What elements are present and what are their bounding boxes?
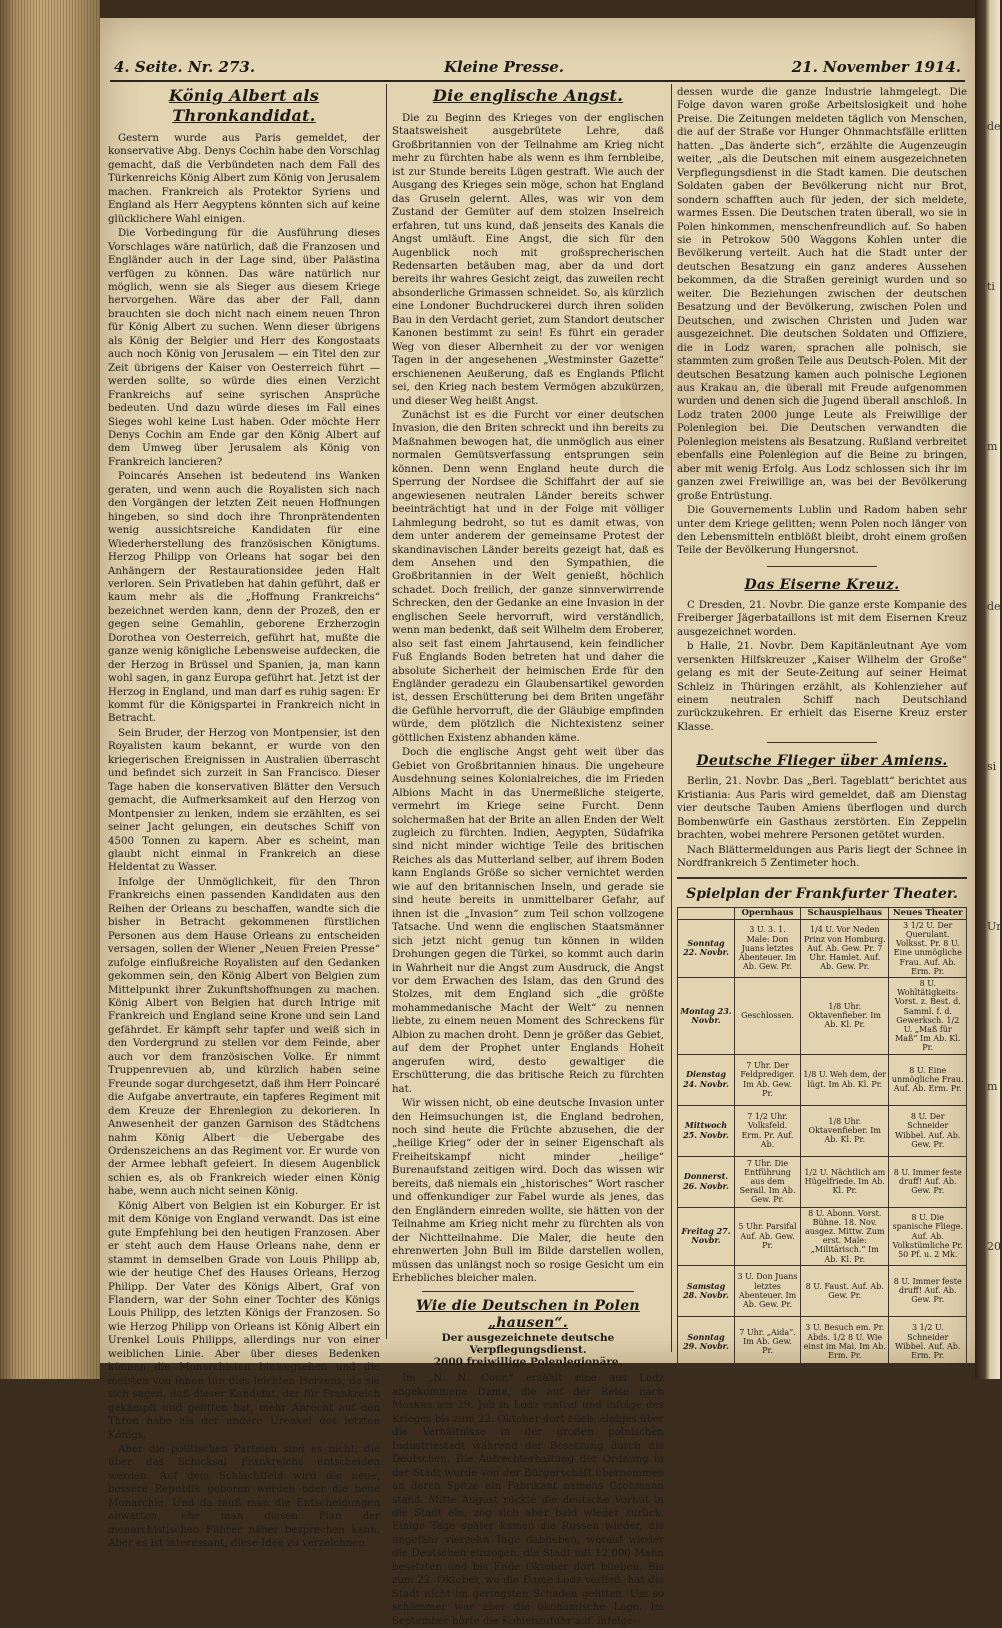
- article-paragraph: Nach Blättermeldungen aus Paris liegt der Schnee in Nordfrankreich 5 Zentimeter hoch.: [677, 844, 967, 870]
- table-header-cell: [678, 907, 735, 919]
- schedule-day-cell: Donnerst. 26. Novbr.: [678, 1156, 735, 1207]
- schedule-play-cell: 7 1/2 Uhr. Volksfeld. Erm. Pr. Auf. Ab.: [735, 1105, 801, 1156]
- article-headline: König Albert als Thronkandidat.: [168, 86, 320, 125]
- table-row: [678, 1265, 967, 1316]
- article-paragraph: Doch die englische Angst geht weit über das Gebiet von Großbritannien hinaus. Die ungeheure Ausdehnung seines Kolonialreiches, die im Frieden Albions Macht in das Unermeßliche steigerte, vermehrt im Kriege seine Furcht. Denn solchermaßen hat der Brite an allen Enden der Welt zugleich zu fürchten. Indien, Aegypten, Südafrika sind nicht minder wichtige Teile des britischen Reiches als das Mutterland selber, auf ihrem Boden kann Englands Größe so sicher vernichtet werden wie auf den britannischen Inseln, und gerade sie sind heute bereits in unmittelbarer Gefahr, auf ihnen ist die „Invasion“ zum Teil schon vollzogene Tatsache. Und wenn die englischen Staatsmänner sich jetzt nicht genug tun können in wilden Drohungen gegen die Türkei, so kommt auch darin in Wahrheit nur die Angst zum Ausdruck, die Angst vor dem Erwachen des Islam, das den Grund des Stolzes, mit dem England sich „die größte mohammedanische Macht der Welt“ zu nennen liebte, zu einem neuen Moment des Schreckens für Albion zu machen droht. Denn je größer das Gebiet, auf dem der Prophet unter Englands Hoheit angerufen wird, desto gewaltiger die Erschütterung, die das britische Reich zu fürchten hat.: [392, 747, 664, 1095]
- theater-schedule-table: [677, 907, 967, 1368]
- column-2: [392, 86, 664, 1627]
- schedule-play-cell: 3 1/2 U. Schneider Wibbel. Auf. Ab. Erm. Pr.: [889, 1316, 967, 1367]
- schedule-play-cell: 3 1/2 U. Der Querulant. Volksst. Pr. 8 U. Eine unmögliche Frau. Auf. Ab. Erm. Pr.: [889, 919, 967, 977]
- edge-text-fragment: si: [987, 760, 997, 773]
- table-row: [678, 919, 967, 977]
- header-rule: [110, 80, 965, 82]
- article-paragraph: Wir wissen nicht, ob eine deutsche Invasion unter den Heimsuchungen ist, die England bedrohen, noch sind heute die Früchte abzusehen, die der „heilige Krieg“ oder der in seiner Eigenschaft als Freiheitskampf nicht minder „heilige“ Burenaufstand zeitigen wird. Doch das wissen wir bereits, daß niemals ein „historisches“ Wort rascher und offenkundiger zur Fabel wurde als jenes, das den Engländern einreden wollte, sie hätten von der Teilnahme am Krieg nicht mehr zu fürchten als von der Nichtteilnahme. Die Maler, die heute den ehrenwerten John Bull im Bilde darstellen wollen, müssen das unlängst noch so rosige Gesicht um ein Erhebliches bleicher malen.: [392, 1098, 664, 1284]
- column-divider: [386, 84, 387, 1339]
- edge-text-fragment: de: [987, 600, 1001, 613]
- masthead: Kleine Presse.: [444, 58, 565, 76]
- article-headline: Deutsche Flieger über Amiens.: [696, 753, 948, 770]
- schedule-play-cell: 1/2 U. Nächtlich am Hügelfriede. Im Ab. Kl. Pr.: [801, 1156, 889, 1207]
- article-paragraph: Poincarés Ansehen ist bedeutend ins Wanken geraten, und wenn auch die Royalisten sich nach den Vorgängen der letzten Zeit neuen Hoffnungen hingeben, so sind doch ihre Thronprätendenten wenig aussichtsreiche Kandidaten für eine Wiederherstellung des französischen Königtums. Herzog Philipp von Orleans hat sogar bei den Anhängern der Restaurationsidee jeden Halt verloren. Sein Privatleben hat dahin geführt, daß er kaum mehr als die „Hoffnung Frankreichs“ bezeichnet werden kann, denn der Prozeß, den er gegen seine Gemahlin, geborene Erzherzogin Dorothea von Oesterreich, geführt hat, mußte die ganze wenig königliche Lebensweise aufdecken, die der Herzog in Brüssel und Spanien, ja, man kann wohl sagen, in ganz Europa geführt hat. Jetzt ist der Herzog in England, und man darf es ruhig sagen: Er kommt für die Königspartei in Frankreich nicht in Betracht.: [108, 471, 380, 725]
- schedule-play-cell: Geschlossen.: [735, 977, 801, 1054]
- newspaper-page: [100, 18, 975, 1627]
- article-paragraph: Zunächst ist es die Furcht vor einer deutschen Invasion, die den Briten schreckt und ihn bereits zu Maßnahmen bewogen hat, die unmöglich aus einer normalen Gemütsverfassung entsprungen sein können. Denn wenn England heute durch die Sperrung der Nordsee die Schiffahrt der auf sie angewiesenen neutralen Länder bereits schwer beeinträchtigt hat und in der Folge mit völliger Lahmlegung bedroht, so tut es damit etwas, von dem unter anderem der gemeinsame Protest der skandinavischen Länder bereits gezeigt hat, daß es dem Ansehen und den Sympathien, die Großbritannien in der Welt genießt, höchlich schadet. Doch freilich, der ganze sinnverwirrende Schrecken, den der Gedanke an eine Invasion in der englischen Seele hervorruft, wird verständlich, wenn man bedenkt, daß seit Wilhelm dem Eroberer, also seit fast einem Jahrtausend, kein feindlicher Fuß Englands Boden betreten hat und daher die absolute Sicherheit der heimischen Erde für den Engländer geradezu ein Glaubensartikel geworden ist, dessen Erschütterung bei dem Briten ungefähr die Gefühle hervorruft, die der Gläubige empfinden würde, dem plötzlich die Nichtexistenz seiner göttlichen Existenz abhanden käme.: [392, 409, 664, 744]
- article-paragraph: b Halle, 21. Novbr. Dem Kapitänleutnant Aye vom versenkten Hilfskreuzer „Kaiser Wilhelm der Große“ gelang es mit der Seute-Zeitung auf seiner Heimat Schleiz in Thüringen erzählt, als Kohlenzieher auf einem neutralen Schiff nach Deutschland zurückzukehren. Er erhielt das Eiserne Kreuz erster Klasse.: [677, 641, 967, 733]
- schedule-play-cell: 7 Uhr. „Aida“. Im Ab. Gew. Pr.: [735, 1316, 801, 1367]
- table-row: [678, 1105, 967, 1156]
- schedule-day-cell: Sonntag 29. Novbr.: [678, 1316, 735, 1367]
- article-paragraph: Die Gouvernements Lublin und Radom haben sehr unter dem Kriege gelitten; wenn Polen noch länger von den Lebensmitteln entblößt bleibt, droht einem großen Teile der Bevölkerung Hungersnot.: [677, 505, 967, 557]
- table-header-cell: Neues Theater: [889, 907, 967, 919]
- schedule-play-cell: 8 U. Der Schneider Wibbel. Auf. Ab. Gew. Pr.: [889, 1105, 967, 1156]
- edge-text-fragment: m: [987, 1080, 998, 1093]
- schedule-play-cell: 5 Uhr. Parsifal Auf. Ab. Gew. Pr.: [735, 1207, 801, 1265]
- schedule-play-cell: 1/4 U. Vor Neden Prinz von Homburg. Auf. Ab. Gew. Pr. 7 Uhr. Hamlet. Auf. Ab. Gew. Pr.: [801, 919, 889, 977]
- schedule-play-cell: 8 U. Faust. Auf. Ab. Gew. Pr.: [801, 1265, 889, 1316]
- page-header: [114, 58, 961, 80]
- schedule-day-cell: Sonntag 22. Novbr.: [678, 919, 735, 977]
- table-row: [678, 1316, 967, 1367]
- table-header-cell: Opernhaus: [735, 907, 801, 919]
- schedule-play-cell: 1/8 U. Weh dem, der lügt. Im Ab. Kl. Pr.: [801, 1054, 889, 1105]
- column-divider: [671, 84, 672, 1352]
- schedule-day-cell: Montag 23. Novbr.: [678, 977, 735, 1054]
- schedule-play-cell: 1/8 Uhr. Oktavenfieber. Im Ab. Kl. Pr.: [801, 977, 889, 1054]
- edge-text-fragment: m: [987, 440, 998, 453]
- edge-text-fragment: Ur: [987, 920, 1002, 933]
- schedule-day-cell: Dienstag 24. Novbr.: [678, 1054, 735, 1105]
- edge-text-fragment: ti: [987, 280, 995, 293]
- article-paragraph: Im „N. N. Cour.“ erzählt eine aus Lodz angekommene Dame, die auf der Reise nach Moskau am 29. Juli in Lodz eintraf und infolge des Krieges bis zum 22. Oktober dort blieb, einiges über die Verhältnisse in der großen polnischen Industriestadt während der Besetzung durch die Deutschen. Die Aufrechterhaltung der Ordnung in der Stadt wurde von der Bürgerschaft übernommen an deren Spitze ein Fabrikant namens Grohmann stand. Mitte August rückte die deutsche Vorhut in die Stadt ein, zog sich aber bald wieder zurück. Einige Tage später kamen die Russen wieder, die ungefähr vierzehn Tage dablieben, worauf wieder die Deutschen einzogen, die Stadt mit 12.000 Mann besetzten und bis Ende Oktober dort blieben. Bis zum 22. Oktober, wo die Dame Lodz verließ, hat die Stadt nicht im geringsten Schaden gelitten. Um so schlimmer war aber die ökonomische Lage. Im September hörte die Kohlenzufuhr auf, infolge-: [392, 1373, 664, 1627]
- table-row: [678, 977, 967, 1054]
- article-paragraph: Sein Bruder, der Herzog von Montpensier, ist den Royalisten kaum bekannt, er wurde von den kriegerischen Ereignissen in Australien überrascht und befindet sich zurzeit in San Francisco. Dieser Tage haben die konservativen Blätter den Versuch gemacht, die Aufmerksamkeit auf den Herzog von Montpensier zu lenken, indem sie erzählten, es sei seiner Jacht gelungen, ein deutsches Schiff von 4500 Tonnen zu kapern. Aber es scheint, man glaubt nicht einmal in Frankreich an diese Heldentat zu Wasser.: [108, 727, 380, 874]
- page-number: 4. Seite. Nr. 273.: [114, 58, 256, 76]
- article-separator: [767, 742, 877, 743]
- article-paragraph: Die zu Beginn des Krieges von der englischen Staatsweisheit ausgebrütete Lehre, daß Großbritannien von der Teilnahme am Krieg nicht mehr zu fürchten habe als wenn es ihm fernbleibe, ist zur Stunde bereits Lügen gestraft. Wie auch der Ausgang des Krieges sein möge, schon hat England das Gruseln gelernt. Alles, was wir von dem Zustand der Gemüter auf dem stolzen Inselreich erfahren, tut uns kund, daß jenseits des Kanals die Angst umläuft. Eine Angst, die sich für den Augenblick noch mit großsprecherischen Redensarten betäuben mag, aber da und dort bereits ihr wahres Gesicht zeigt, das zuweilen recht absonderliche Grimassen schneidet. So, als kürzlich eine Londoner Buchdruckerei durch ihren soliden Bau in den Verdacht geriet, zum Standort deutscher Kanonen bestimmt zu sein! Es führt ein gerader Weg von dieser Albernheit zu der vor wenigen Tagen in der angesehenen „Westminster Gazette“ erschienenen Aeußerung, daß es Englands Pflicht sei, den Krieg nach bestem Vermögen abzukürzen, und dieser Weg heißt Angst.: [392, 113, 664, 407]
- article-paragraph: Berlin, 21. Novbr. Das „Berl. Tageblatt“ berichtet aus Kristiania: Aus Paris wird gemeldet, daß am Dienstag vier deutsche Tauben Amiens überflogen und durch Bombenwürfe ein Gasthaus zerstörten. Ein Zeppelin brachten, wobei mehrere Personen getötet wurden.: [677, 776, 967, 842]
- schedule-play-cell: 8 U. Eine unmögliche Frau. Auf. Ab. Erm. Pr.: [889, 1054, 967, 1105]
- book-binding: [0, 0, 100, 1379]
- article-paragraph: Gestern wurde aus Paris gemeldet, der konservative Abg. Denys Cochin habe den Vorschlag gemacht, daß die Verbündeten nach dem Fall des Türkenreichs König Albert zum König von Jerusalem machen. Frankreich als Protektor Syriens und England als Herr Aegyptens könnten sich auf keine glücklichere Wahl einigen.: [108, 133, 380, 225]
- schedule-day-cell: Mittwoch 25. Novbr.: [678, 1105, 735, 1156]
- table-row: [678, 1207, 967, 1265]
- schedule-day-cell: Freitag 27. Novbr.: [678, 1207, 735, 1265]
- section-rule: [677, 877, 967, 879]
- schedule-play-cell: 8 U. Immer feste druff! Auf. Ab. Gew. Pr.: [889, 1265, 967, 1316]
- schedule-play-cell: 8 U. Die spanische Fliege. Auf. Ab. Volkstümliche Pr. 50 Pf. u. 2 Mk.: [889, 1207, 967, 1265]
- table-header-cell: Schauspielhaus: [801, 907, 889, 919]
- schedule-play-cell: 8 U. Immer feste druff! Auf. Ab. Gew. Pr.: [889, 1156, 967, 1207]
- theater-schedule-title: Spielplan der Frankfurter Theater.: [686, 885, 958, 902]
- article-subheadline: Der ausgezeichnete deutsche Verpflegungsdienst.: [441, 1332, 615, 1357]
- article-subheadline: 2000 freiwillige Polenlegionäre.: [433, 1356, 623, 1369]
- column-1: [108, 86, 380, 1550]
- article-paragraph: Aber die politischen Parteien sind es nicht, die über das Schicksal Frankreichs entscheiden werden. Auf dem Schlachtfeld wird die neue, bessere Republik geboren werden oder die neue Monarchie. Und da muß man die Entscheidungen abwarten, ehe man diesen Plan der monarchistischen Führer näher besprechen kann. Aber es ist interessant, diese Idee zu verzeichnen.: [108, 1443, 380, 1550]
- schedule-play-cell: 3 U. Don Juans letztes Abenteuer. Im Ab. Gew. Pr.: [735, 1265, 801, 1316]
- article-paragraph: König Albert von Belgien ist ein Koburger. Er ist mit dem Könige von England verwandt. Das ist eine gute Empfehlung bei den heutigen Franzosen. Aber er steht auch dem Hause Orleans nahe, denn er stammt in demselben Grade von Louis Philipp ab, wie der heutige Chef des Hauses Orleans, Herzog Philipp. Der Vater des Königs Albert, Graf von Flandern, war der Sohn einer Tochter des Königs Louis Philipp, des letzten Königs der Franzosen. So wie Herzog Philipp von Orleans ist König Albert ein Urenkel Louis Philipps, allerdings nur von einer weiblichen Linie. Aber über dieses Bedenken können die Monarchisten hinwegsehen und die meisten von ihnen tun dies leichten Herzens, da sie sich sagen, daß dieser Kandidat, der für Frankreich gekämpft und gelitten hat, mehr Anrecht auf den Thron habe als der andere Urenkel des letzten Königs.: [108, 1200, 380, 1441]
- article-paragraph: C Dresden, 21. Novbr. Die ganze erste Kompanie des Freiberger Jägerbataillons ist mit dem Eisernen Kreuz ausgezeichnet worden.: [677, 599, 967, 638]
- article-headline: Das Eiserne Kreuz.: [744, 576, 900, 593]
- schedule-day-cell: Samstag 28. Novbr.: [678, 1265, 735, 1316]
- article-paragraph: dessen wurde die ganze Industrie lahmgelegt. Die Folge davon waren große Arbeitslosigkeit und hohe Preise. Die Zeitungen meldeten täglich von Menschen, die auf der Straße vor Hunger Ohnmachtsfälle erlitten hatten. „Das änderte sich“, erzählte die Augenzeugin weiter, „als die Deutschen mit einem ausgezeichneten Verpflegungsdienst in die Stadt kamen. Die deutschen Soldaten gaben der Bevölkerung nicht nur Brot, sondern schafften auch für jeden, der sich meldete, warmes Essen. Die Deutschen traten überall, wo sie in Polen hinkommen, menschenfreundlich auf. So haben sie in Petrokow 500 Waggons Kohlen unter die Bevölkerung verteilt. Auch hat die Stadt unter der deutschen Besatzung ein ganz anderes Aussehen bekommen, da die Straßen gereinigt wurden und so weiter. Die Beziehungen zwischen der deutschen Besatzung und der Bevölkerung, zwischen Polen und Deutschen, und zwischen Christen und Juden war ausgezeichnet. Die deutschen Soldaten und Offiziere, die in Lodz waren, sprachen alle polnisch, sie stammten zum großen Teile aus Deutsch-Polen. Mit der deutschen Besatzung kamen auch polnische Legionen aus Krakau an, die überall mit Freude aufgenommen wurden und denen sich die Jugend überall anschloß. In Lodz traten 2000 junge Leute als Freiwillige der Polenlegion bei. Die Deutschen verwandten die Polenlegion meistens als Besatzung. Rußland verbreitet ebenfalls eine Polenlegion auf die Beine zu bringen, aber mit wenig Erfolg. Aus Lodz schlossen sich ihr im ganzen zwei Freiwillige an, was bei der Bevölkerung große Entrüstung.: [677, 87, 967, 502]
- schedule-play-cell: 7 Uhr. Der Feldprediger. Im Ab. Gew. Pr.: [735, 1054, 801, 1105]
- schedule-play-cell: 3 U. Besuch em. Pr. Abds. 1/2 8 U. Wie einst im Mai. Im Ab. Erm. Pr.: [801, 1316, 889, 1367]
- column-3: [677, 86, 967, 1361]
- schedule-play-cell: 7 Uhr. Die Entführung aus dem Serail. Im Ab. Gew. Pr.: [735, 1156, 801, 1207]
- schedule-play-cell: 8 U. Abonn. Vorst. Bühne. 18. Nov. ausgez. Mittw. Zum erst. Male: „Militärisch.“ Im Ab. Kl. Pr.: [801, 1207, 889, 1265]
- article-paragraph: Infolge der Unmöglichkeit, für den Thron Frankreichs einen passenden Kandidaten aus den Reihen der Orleans zu beschaffen, wandte sich die bisher in Betracht gekommenen fürstlichen Personen aus dem Hause Orleans zu entscheiden versagen, sollen der Wiener „Neuen Freien Presse“ zufolge einflußreiche Royalisten auf den Gedanken gekommen sein, den König Albert von Belgien zum Mittelpunkt ihrer Zukunftshoffnungen zu machen. König Albert von Belgien hat durch Intrige mit Frankreich und England seine Krone und sein Land gefährdet. Er kämpft sehr tapfer und weiß sich in den Vordergrund zu stellen vor dem Feinde, aber auch vor dem französischen Volke. Er nimmt Truppenrevuen ab, und kürzlich haben seine Freunde sogar durchgesetzt, daß ihm Herr Poincaré die Aufgabe anvertraute, ein tapferes Regiment mit dem Kreuze der Ehrenlegion zu dekorieren. In Anwesenheit der ganzen Garnison des Städtchens nahm König Albert die Uebergabe des Ordenszeichens an das Regiment vor. Er wurde von der Armee lebhaft gefeiert. In diesem Augenblick schien es, als ob Frankreich wieder einen König habe, wenn auch nicht seinen König.: [108, 876, 380, 1198]
- article-separator: [422, 1291, 634, 1292]
- next-page-edge: [975, 0, 1000, 1379]
- schedule-play-cell: 8 U. Wohltätigkeits-Vorst. z. Best. d. Samml. f. d. Gewerksch. 1/2 U. „Maß für Maß“ Im Ab. Kl. Pr.: [889, 977, 967, 1054]
- edge-text-fragment: de: [987, 120, 1001, 133]
- table-row: [678, 1054, 967, 1105]
- table-row: [678, 1156, 967, 1207]
- issue-date: 21. November 1914.: [791, 58, 961, 76]
- schedule-play-cell: 3 U. 3. 1. Male: Don Juans letztes Abenteuer. Im Ab. Gew. Pr.: [735, 919, 801, 977]
- edge-text-fragment: 20: [987, 1240, 1001, 1253]
- article-headline: Die englische Angst.: [432, 86, 624, 105]
- article-headline: Wie die Deutschen in Polen „hausen“.: [416, 1298, 640, 1332]
- schedule-play-cell: 1/8 Uhr. Oktavenfieber. Im Ab. Kl. Pr.: [801, 1105, 889, 1156]
- article-separator: [767, 566, 877, 567]
- article-paragraph: Die Vorbedingung für die Ausführung dieses Vorschlages wäre natürlich, daß die Franzosen und Engländer auch in der Lage sind, über Palästina verfügen zu können. Das wäre natürlich nur möglich, wenn sie als Sieger aus diesem Kriege hervorgehen. Wäre das aber der Fall, dann brauchten sie doch nicht nach einem neuen Thron für König Albert zu suchen. Wenn dieser übrigens als König der Belgier und Herr des Kongostaats auch noch König von Jerusalem — ein Titel den zur Zeit übrigens der Kaiser von Oesterreich führt — werden sollte, so würde dies einen Verzicht Frankreichs auf seine syrischen Ansprüche bedeuten. Und dazu würde dieses im Fall eines Sieges wohl keine Lust haben. Oder möchte Herr Denys Cochin am Ende gar den König Albert auf dem Umweg über Jerusalem als König von Frankreich lancieren?: [108, 228, 380, 468]
- table-header-row: [678, 907, 967, 919]
